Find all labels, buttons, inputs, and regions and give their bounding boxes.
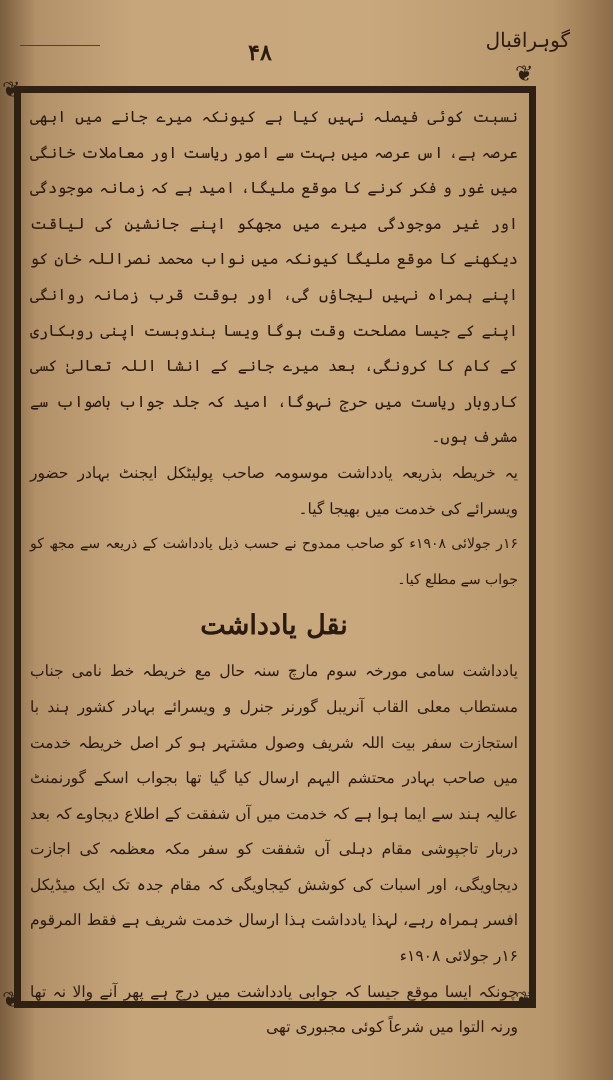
paragraph: ۱۶ر جولائی ۱۹۰۸ء کو صاحب ممدوح نے حسب ذیل یادداشت کے ذریعہ سے مجھ کو جواب سے مطلع کیا۔ — [30, 536, 518, 588]
corner-ornament-icon: ❦ — [515, 988, 534, 1013]
corner-ornament-icon: ❦ — [2, 988, 21, 1013]
section-title: نقل یادداشت — [200, 610, 348, 642]
corner-ornament-icon: ❦ — [2, 78, 21, 103]
page-number: ۴۸ — [248, 40, 272, 66]
paragraph: نسبت کوئی فیصلہ نہیں کیا ہے کیونکہ میرے جانے میں ابھی عرصہ ہے، اس عرصہ میں بہت سے امور ریاست اور معاملات خانگی میں غور و فکر کرنے کا موقع ملیگا، امید ہے کہ زمانہ موجودگی اور غیر موجودگی میرے میں مجھکو اپنے جانشین کی لیاقت دیکھنے کا موقع ملیگا کیونکہ میں نواب محمد نصراللہ خان کو اپنے ہمراہ نہیں لیجاؤں گی، اور بوقت قرب زمانہ روانگی اپنے کے جیسا مصلحت وقت ہوگا ویسا بندوبست اپنی روبکاری کے کام کا کرونگی، بعد میرے جانے کے انشا اللہ تعالیٰ کسی کاروبار ریاست میں حرج نہوگا، امید کہ جلد جواب باصواب سے مشرف ہوں۔ — [30, 108, 518, 447]
paragraph: یادداشت سامی مورخہ سوم مارچ سنہ حال مع خریطہ خط نامی جناب مستطاب معلی القاب آنریبل گورنر جنرل و ویسرائے بہادر کشور ہند با استجازت سفر بیت اللہ شریف وصول مشتہر ہو کر اصل خریطہ خدمت میں صاحب بہادر محتشم الیہم ارسال کیا گیا تھا بجواب اسکے گورنمنٹ عالیہ ہند سے ایما ہوا ہے کہ خدمت میں آں شفقت کے اطلاع دیجاوے کہ بعد دربار تاجپوشی مقام دہلی آں شفقت کو سفر مکہ معظمہ کی اجازت دیجاویگی، اور اسبات کی کوشش کیجاویگی کہ مقام جدہ تک ایک میڈیکل افسر ہمراہ رہے، لہذا یادداشت ہذا ارسال خدمت شریف ہے فقط المرقوم ۱۶ر جولائی ۱۹۰۸ء — [30, 662, 518, 966]
paragraph: یہ خریطہ بذریعہ یادداشت موسومہ صاحب پولیٹکل ایجنٹ بہادر حضور ویسرائے کی خدمت میں بھیجا گیا۔ — [30, 463, 518, 518]
corner-ornament-icon: ❦ — [515, 62, 534, 87]
paragraph: چونکہ ایسا موقع جیسا کہ جوابی یادداشت میں درج ہے پھر آنے والا نہ تھا ورنہ التوا میں شرعاً کوئی مجبوری تھی — [30, 982, 518, 1037]
running-head: گوہراقبال — [485, 28, 570, 52]
page-body — [30, 100, 518, 1046]
header-rule — [20, 25, 100, 46]
